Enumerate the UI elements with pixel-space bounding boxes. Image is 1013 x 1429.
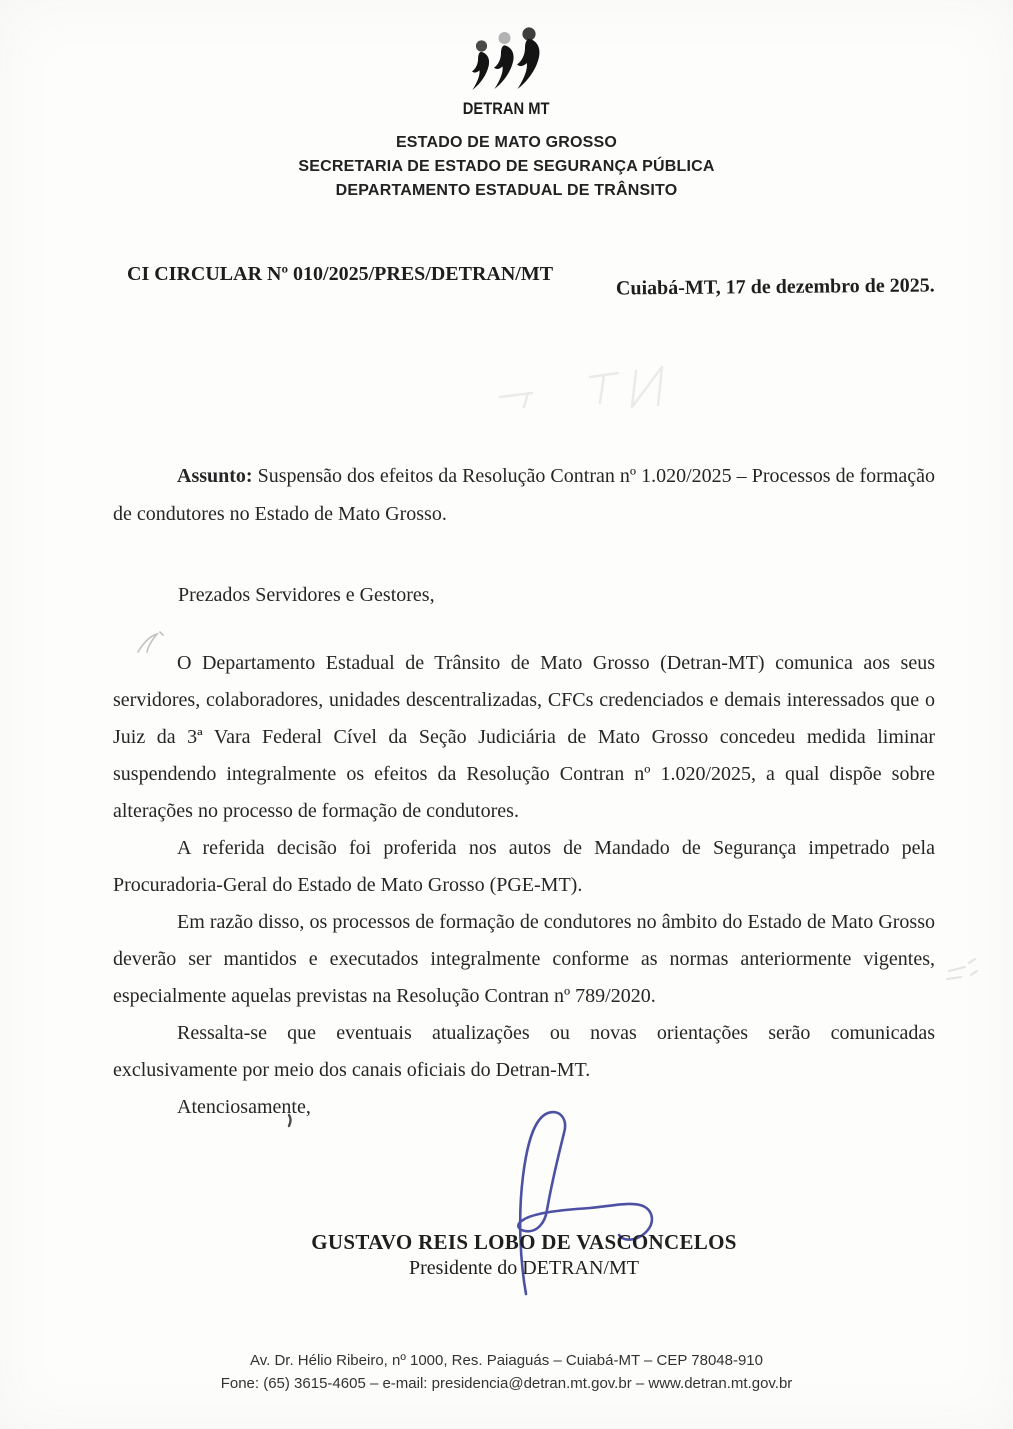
salutation: Prezados Servidores e Gestores, bbox=[178, 584, 435, 606]
subject-label: Assunto: bbox=[177, 465, 253, 487]
body-paragraph-2: A referida decisão foi proferida nos autos de Mandado de Segurança impetrado pela Procuradoria-Geral do Estado de Mato Grosso (PGE-MT). bbox=[113, 837, 935, 896]
letter-body bbox=[113, 645, 935, 1126]
document-dateline: Cuiabá-MT, 17 de dezembro de 2025. bbox=[616, 274, 936, 300]
body-paragraph-4: Ressalta-se que eventuais atualizações ou novas orientações serão comunicadas exclusivamente por meio dos canais oficiais do Detran-MT. bbox=[113, 1022, 935, 1081]
org-header-line-1: ESTADO DE MATO GROSSO bbox=[395, 134, 618, 151]
scan-artifact-ghost-text bbox=[440, 355, 700, 435]
signature-block bbox=[113, 1230, 935, 1280]
signer-title: Presidente do DETRAN/MT bbox=[409, 1257, 639, 1279]
footer-line-1: Av. Dr. Hélio Ribeiro, nº 1000, Res. Paiaguás – Cuiabá-MT – CEP 78048-910 bbox=[250, 1352, 763, 1369]
footer-address bbox=[0, 1349, 1013, 1395]
scan-artifact-smudge bbox=[935, 955, 995, 991]
signer-name: GUSTAVO REIS LOBO DE VASCONCELOS bbox=[311, 1230, 737, 1254]
body-paragraph-3: Em razão disso, os processos de formação de condutores no âmbito do Estado de Mato Grosso deverão ser mantidos e executados integralmente conforme as normas anteriormente vigentes, especialmente aquelas previstas na Resolução Contran nº 789/2020. bbox=[113, 911, 935, 1007]
subject-paragraph bbox=[113, 457, 935, 533]
footer-line-2: Fone: (65) 3615-4605 – e-mail: presidencia@detran.mt.gov.br – www.detran.mt.gov.br bbox=[220, 1375, 793, 1392]
org-header-line-2: SECRETARIA DE ESTADO DE SEGURANÇA PÚBLICA bbox=[298, 158, 715, 175]
detran-logo bbox=[0, 26, 1013, 119]
subject-text: Suspensão dos efeitos da Resolução Contran nº 1.020/2025 – Processos de formação de condutores no Estado de Mato Grosso. bbox=[113, 465, 935, 525]
document-reference: CI CIRCULAR Nº 010/2025/PRES/DETRAN/MT bbox=[127, 263, 554, 285]
body-paragraph-1: O Departamento Estadual de Trânsito de Mato Grosso (Detran-MT) comunica aos seus servidores, colaboradores, unidades descentralizadas, CFCs credenciados e demais interessados que o Juiz da 3ª Vara Federal Cível da Seção Judiciária de Mato Grosso concedeu medida liminar suspendendo integralmente os efeitos da Resolução Contran nº 1.020/2025, a qual dispõe sobre alterações no processo de formação de condutores. bbox=[113, 652, 935, 822]
closing-line: Atenciosamente, bbox=[177, 1096, 311, 1118]
org-header bbox=[0, 131, 1013, 203]
detran-logo-icon bbox=[459, 26, 551, 98]
detran-logo-text: DETRAN MT bbox=[463, 100, 550, 119]
org-header-line-3: DEPARTAMENTO ESTADUAL DE TRÂNSITO bbox=[335, 182, 678, 199]
